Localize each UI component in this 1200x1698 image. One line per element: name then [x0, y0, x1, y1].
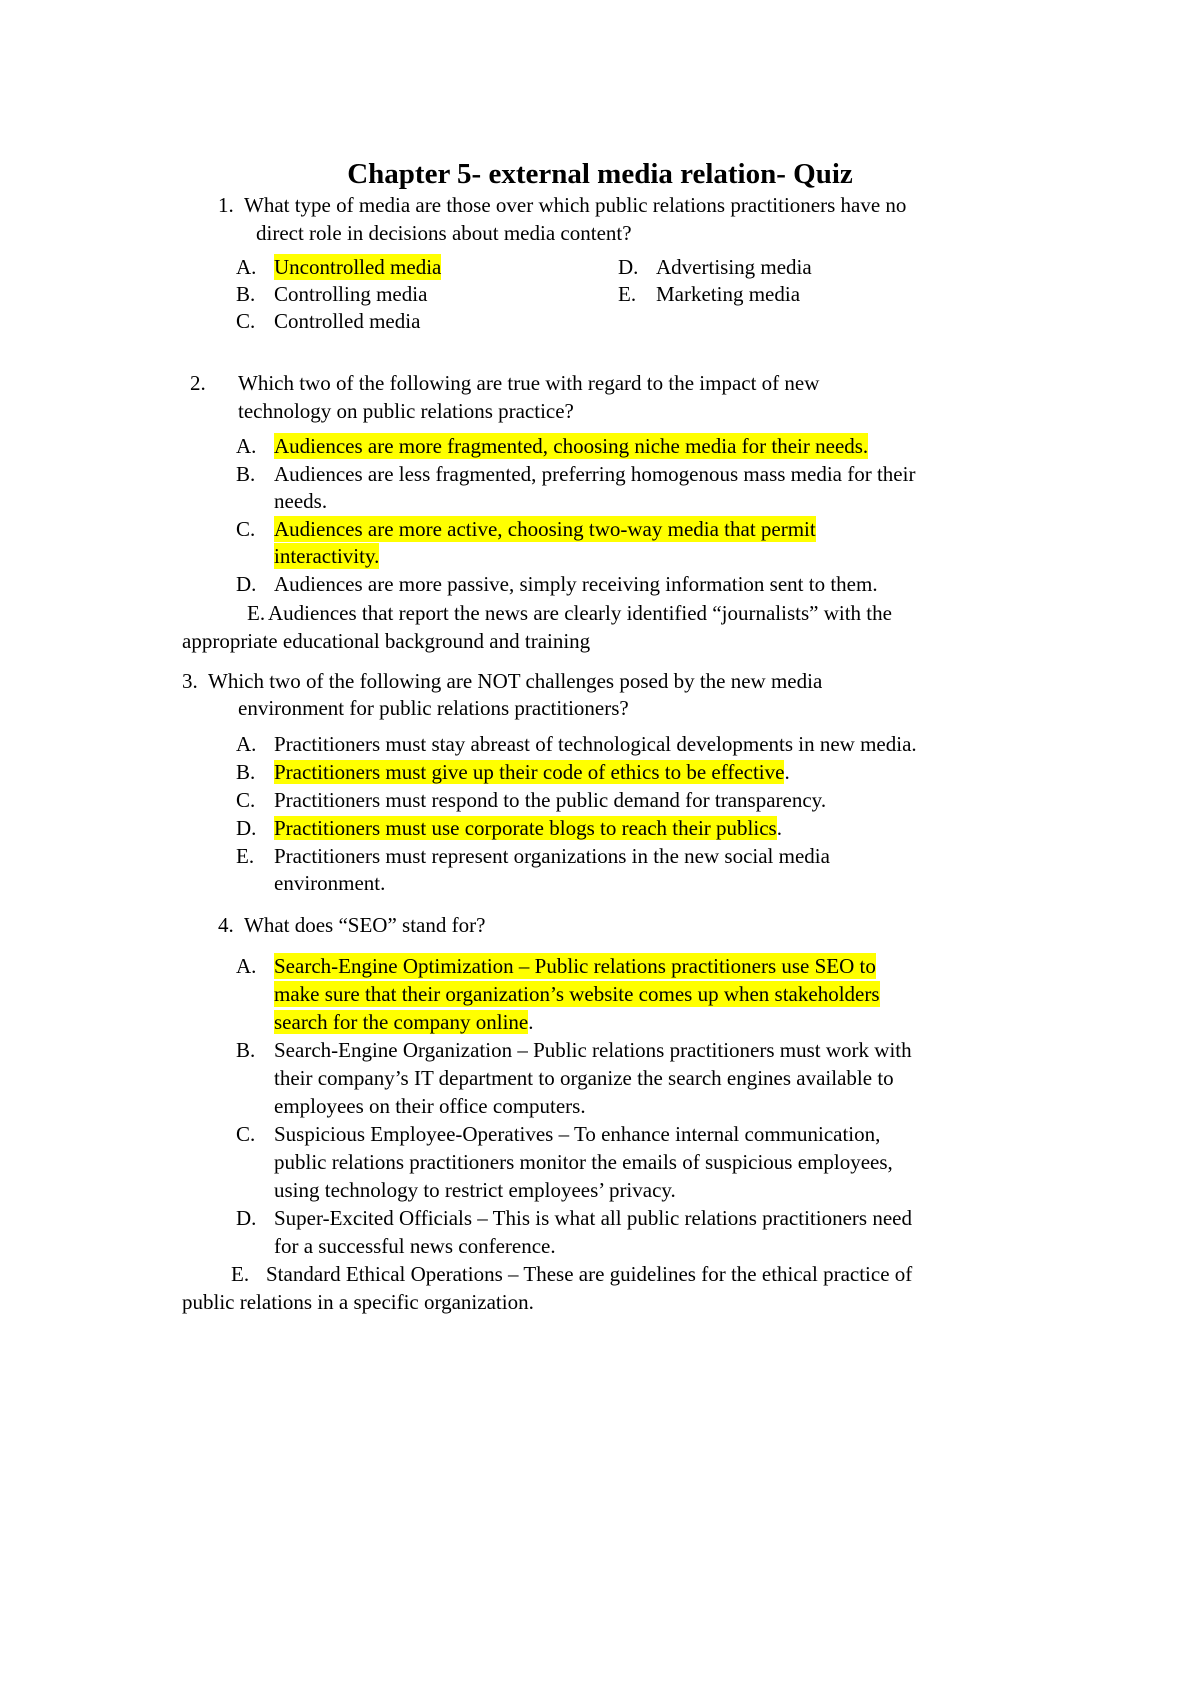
page-title: Chapter 5- external media relation- Quiz [347, 158, 853, 190]
option-text: Search-Engine Optimization – Public relations practitioners use SEO to [274, 954, 876, 978]
question-text: Which two of the following are NOT challenges posed by the new media [208, 669, 823, 693]
option-text: Advertising media [656, 255, 812, 279]
option-line [274, 759, 790, 785]
option-text: Suspicious Employee-Operatives – To enhance internal communication, [274, 1122, 881, 1146]
option-text: Controlled media [274, 309, 421, 333]
question-number: 1. [218, 193, 234, 217]
option-letter: C. [236, 788, 256, 812]
option-text: appropriate educational background and training [182, 629, 591, 653]
option-text: Practitioners must use corporate blogs to reach their publics [274, 816, 777, 840]
question-number: 2. [190, 371, 206, 395]
option-text: Audiences are less fragmented, preferring homogenous mass media for their [274, 462, 916, 486]
option-text: Standard Ethical Operations – These are guidelines for the ethical practice of [266, 1262, 913, 1286]
option-letter: C. [236, 517, 256, 541]
question-text: environment for public relations practitioners? [238, 696, 629, 720]
option-letter: D. [618, 255, 639, 279]
option-letter: E. [618, 282, 637, 306]
option-text: Search-Engine Organization – Public relations practitioners must work with [274, 1038, 912, 1062]
option-text: Audiences are more fragmented, choosing niche media for their needs. [274, 434, 869, 458]
option-text: using technology to restrict employees’ privacy. [274, 1178, 676, 1202]
option-text: employees on their office computers. [274, 1094, 586, 1118]
question-text: Which two of the following are true with regard to the impact of new [238, 371, 820, 395]
option-letter: D. [236, 816, 257, 840]
option-text: public relations in a specific organization. [182, 1290, 534, 1314]
option-letter: B. [236, 462, 256, 486]
option-text: Controlling media [274, 282, 428, 306]
option-letter: B. [236, 1038, 256, 1062]
question-text: What does “SEO” stand for? [244, 913, 486, 937]
option-text: public relations practitioners monitor the emails of suspicious employees, [274, 1150, 893, 1174]
option-text: needs. [274, 489, 328, 513]
option-text: Audiences that report the news are clearly identified “journalists” with the [268, 601, 892, 625]
question-text: direct role in decisions about media content? [256, 221, 632, 245]
question-text: technology on public relations practice? [238, 399, 574, 423]
option-text: Uncontrolled media [274, 255, 442, 279]
option-text: Super-Excited Officials – This is what all public relations practitioners need [274, 1206, 912, 1230]
option-letter: E. [231, 1262, 250, 1286]
option-text: Practitioners must represent organizations in the new social media [274, 844, 830, 868]
option-letter: A. [236, 434, 257, 458]
option-text: Marketing media [656, 282, 801, 306]
option-trail: . [776, 816, 782, 840]
option-text: Audiences are more passive, simply receiving information sent to them. [274, 572, 878, 596]
option-letter: E. [236, 844, 255, 868]
option-letter: D. [236, 1206, 257, 1230]
option-text: make sure that their organization’s website comes up when stakeholders [274, 982, 880, 1006]
option-text: Audiences are more active, choosing two-way media that permit [274, 517, 816, 541]
option-letter: A. [236, 255, 257, 279]
option-letter: C. [236, 309, 256, 333]
option-text: their company’s IT department to organize the search engines available to [274, 1066, 894, 1090]
option-text: Practitioners must respond to the public demand for transparency. [274, 788, 827, 812]
option-text: environment. [274, 871, 386, 895]
option-trail: . [528, 1010, 534, 1034]
option-text: search for the company online [274, 1010, 529, 1034]
option-text: for a successful news conference. [274, 1234, 556, 1258]
option-text: Practitioners must give up their code of ethics to be effective [274, 760, 785, 784]
option-line [274, 815, 782, 841]
option-letter: B. [236, 282, 256, 306]
option-letter: C. [236, 1122, 256, 1146]
option-letter: A. [236, 732, 257, 756]
option-line [274, 1009, 534, 1035]
question-text: What type of media are those over which public relations practitioners have no [244, 193, 907, 217]
option-letter: B. [236, 760, 256, 784]
option-text: interactivity. [274, 544, 380, 568]
option-text: Practitioners must stay abreast of technological developments in new media. [274, 732, 917, 756]
option-trail: . [784, 760, 790, 784]
option-letter: A. [236, 954, 257, 978]
option-letter: E. [247, 601, 266, 625]
question-number: 4. [218, 913, 234, 937]
question-number: 3. [182, 669, 198, 693]
option-letter: D. [236, 572, 257, 596]
